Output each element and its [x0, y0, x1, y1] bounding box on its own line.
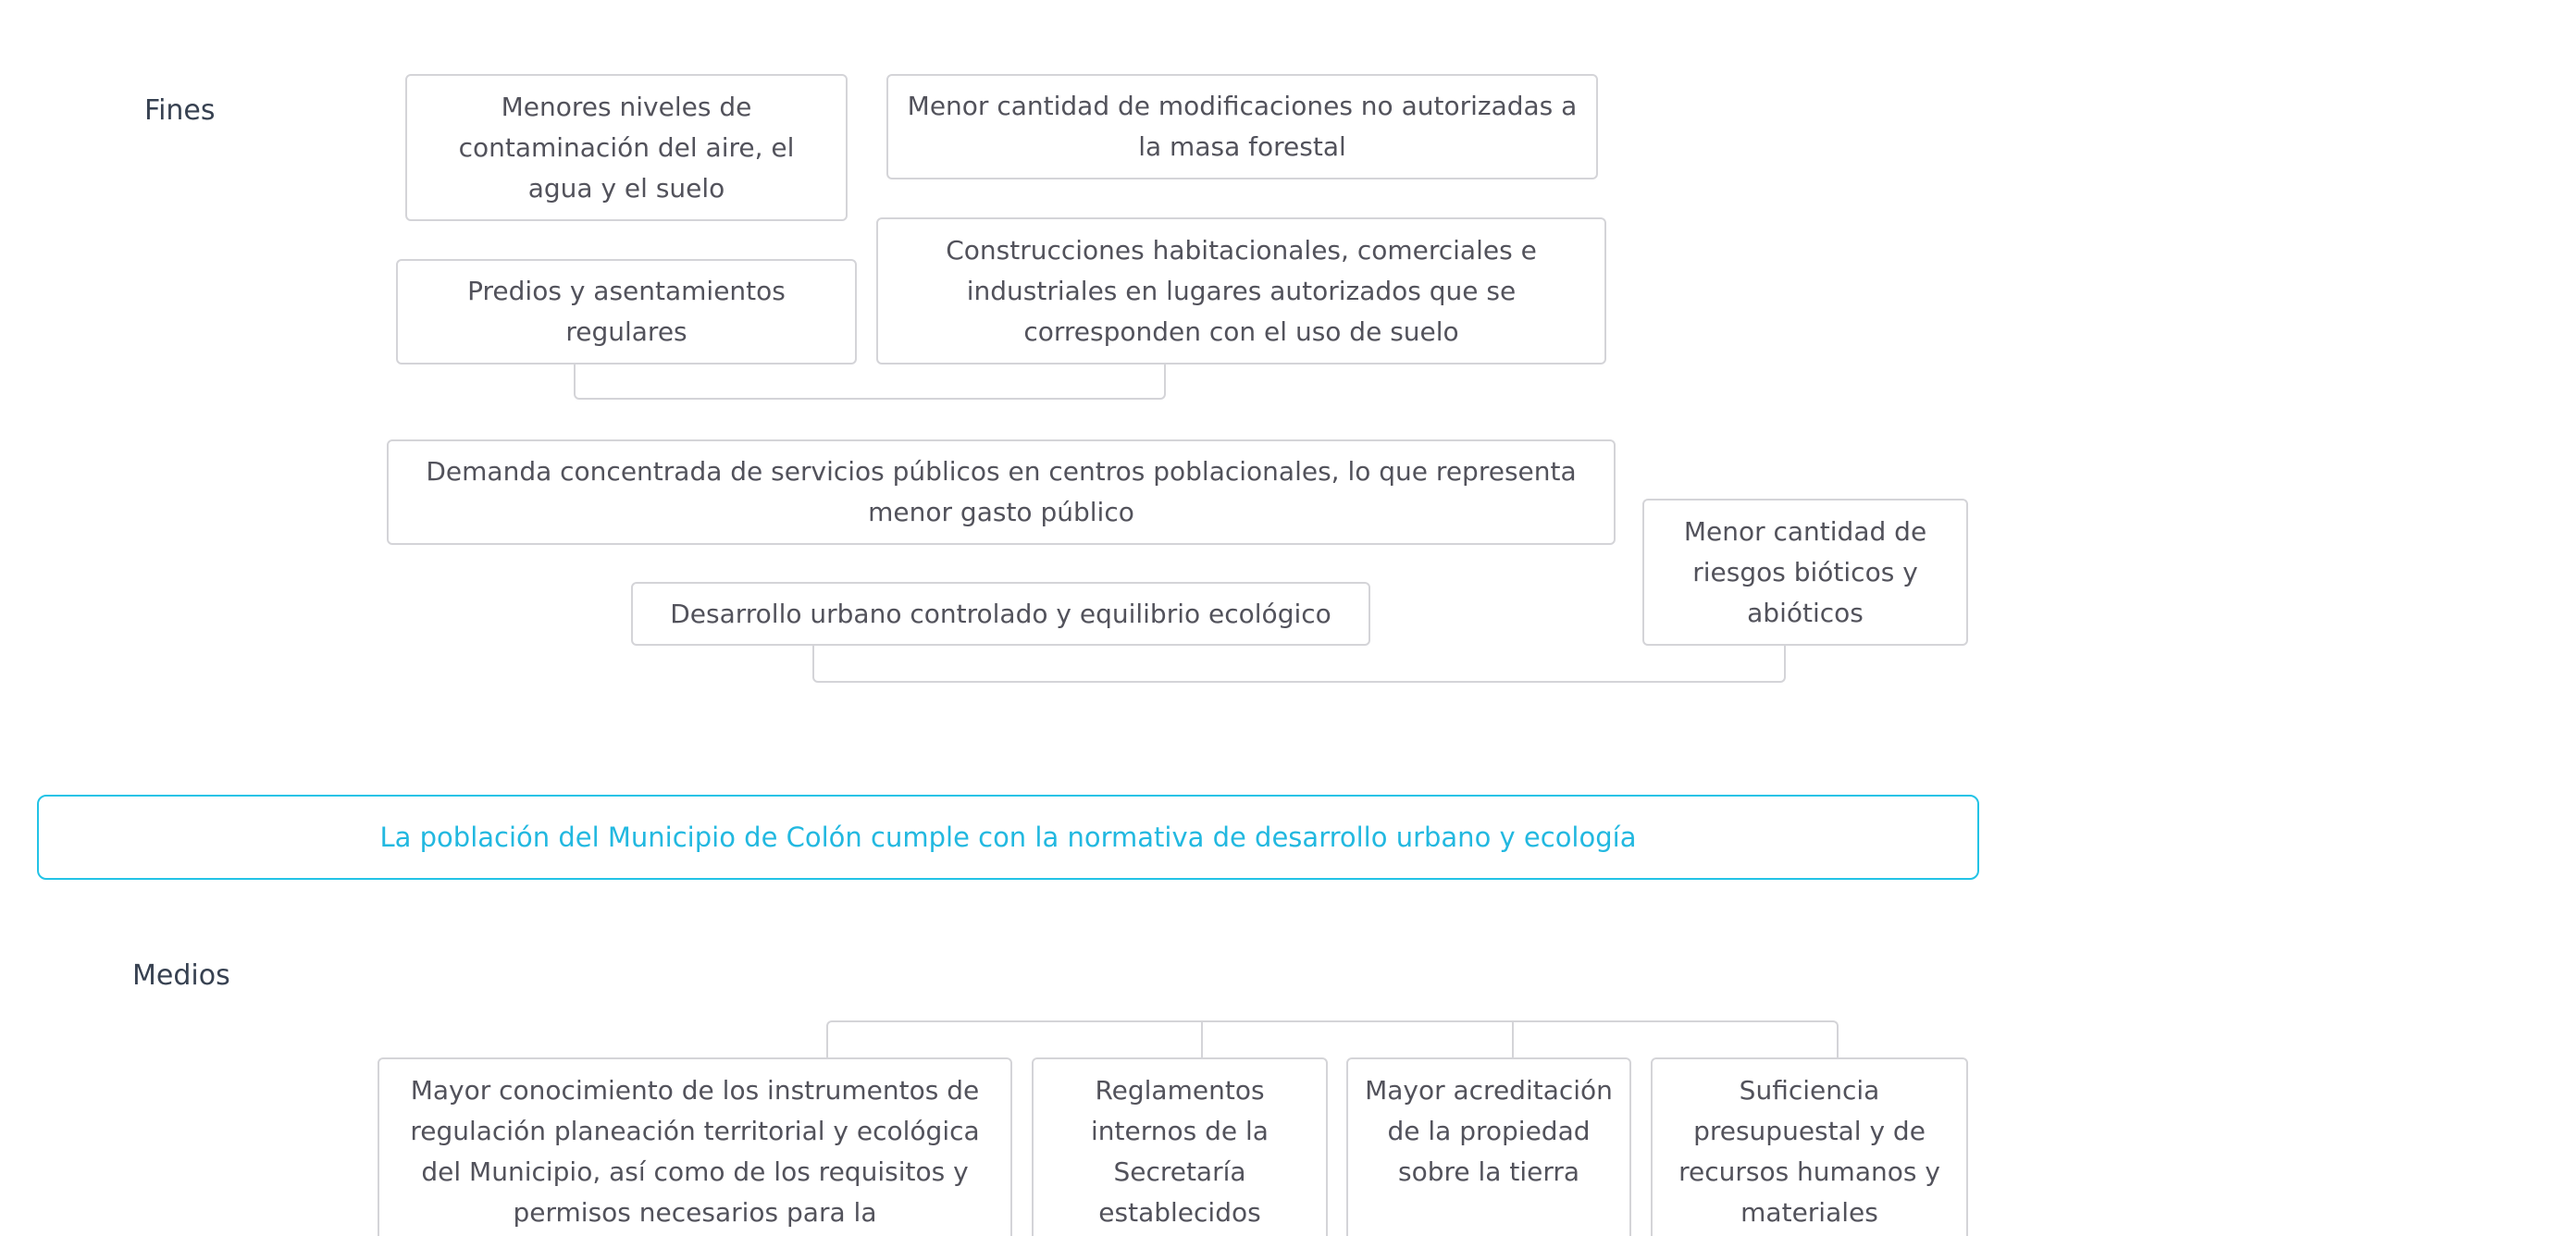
node-construcciones-text: Construcciones habitacionales, comerciales e industriales en lugares autorizados que se corresponden con el uso de suelo [946, 234, 1537, 347]
node-reglamentos-text: Reglamentos internos de la Secretaría establecidos [1091, 1075, 1269, 1228]
node-riesgos[interactable] [1642, 499, 1968, 646]
node-contaminacion-text: Menores niveles de contaminación del aire, el agua y el suelo [458, 91, 795, 204]
node-conocimiento[interactable] [378, 1057, 1012, 1236]
node-conocimiento-text: Mayor conocimiento de los instrumentos de regulación planeación territorial y ecológica del Municipio, así como de los requisitos y permisos necesarios para la [410, 1075, 980, 1228]
node-acreditacion-text: Mayor acreditación de la propiedad sobre la tierra [1365, 1075, 1613, 1187]
node-reglamentos[interactable] [1032, 1057, 1328, 1236]
node-demanda-text: Demanda concentrada de servicios públicos en centros poblacionales, lo que representa menor gasto público [426, 456, 1577, 527]
node-suficiencia[interactable] [1651, 1057, 1968, 1236]
node-acreditacion[interactable] [1346, 1057, 1631, 1236]
connector-medios [826, 1020, 1839, 1059]
node-desarrollo[interactable] [631, 582, 1370, 646]
node-desarrollo-text: Desarrollo urbano controlado y equilibrio ecológico [670, 598, 1331, 629]
node-suficiencia-text: Suficiencia presupuestal y de recursos humanos y materiales [1678, 1075, 1940, 1228]
node-contaminacion[interactable] [405, 74, 848, 221]
node-predios[interactable] [396, 259, 857, 365]
node-demanda[interactable] [387, 439, 1616, 545]
node-riesgos-text: Menor cantidad de riesgos bióticos y abióticos [1683, 515, 1927, 628]
connector-medios-branch-2 [1512, 1020, 1514, 1059]
connector-medios-branch-1 [1201, 1020, 1203, 1059]
medios-label: Medios [132, 959, 230, 992]
objective-text: La población del Municipio de Colón cumple con la normativa de desarrollo urbano y ecología [379, 822, 1637, 853]
fines-label: Fines [144, 94, 216, 127]
connector-desarrollo-riesgos [812, 644, 1786, 683]
connector-predios-construcciones [574, 363, 1166, 400]
objective-node[interactable] [37, 795, 1979, 880]
node-masa-forestal[interactable] [886, 74, 1598, 179]
node-predios-text: Predios y asentamientos regulares [467, 276, 786, 347]
node-construcciones[interactable] [876, 217, 1606, 365]
node-masa-forestal-text: Menor cantidad de modificaciones no autorizadas a la masa forestal [907, 91, 1578, 162]
